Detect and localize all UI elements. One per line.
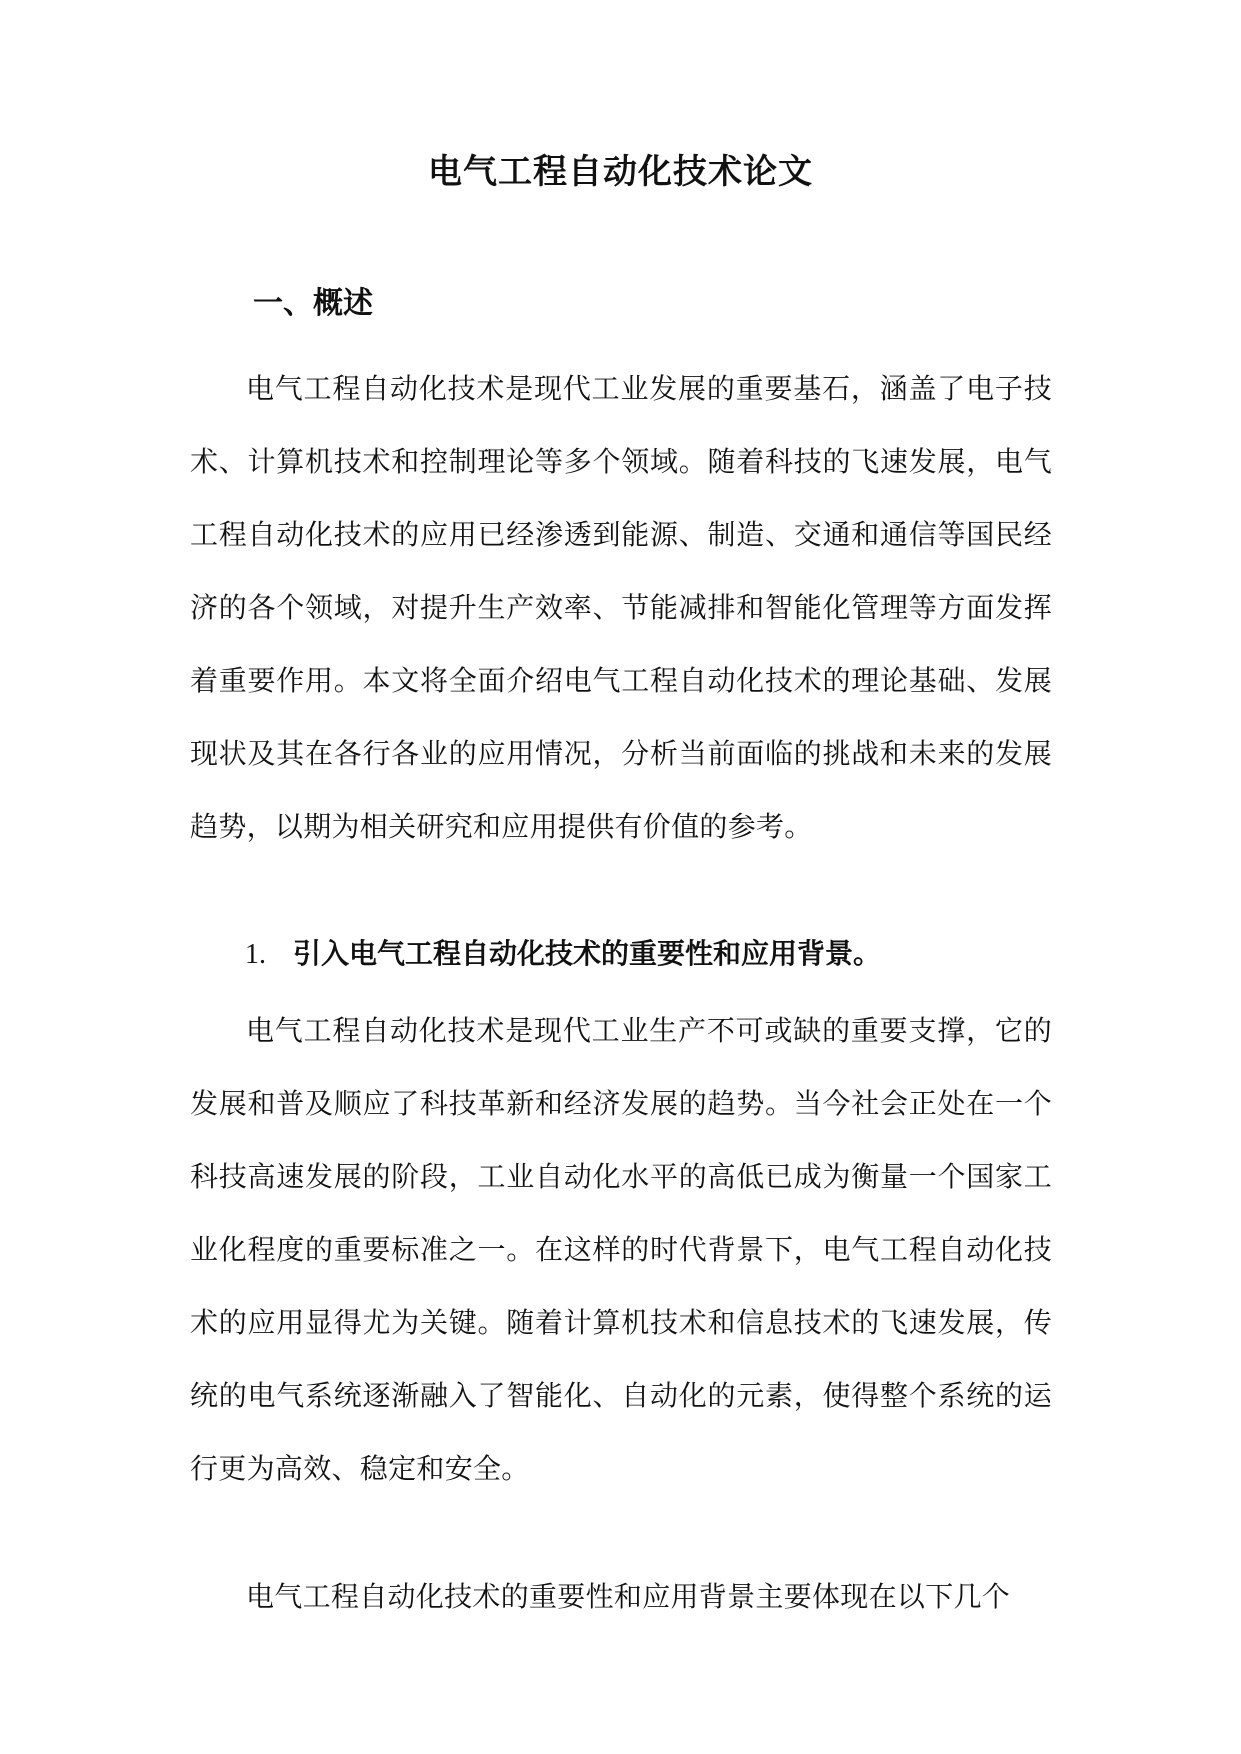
subsection-paragraph-2: 电气工程自动化技术的重要性和应用背景主要体现在以下几个	[246, 1580, 1011, 1613]
subsection-title: 引入电气工程自动化技术的重要性和应用背景。	[293, 937, 882, 970]
document-title: 电气工程自动化技术论文	[428, 152, 813, 192]
subsection-number: 1.	[245, 939, 266, 970]
overview-paragraph: 电气工程自动化技术是现代工业发展的重要基石，涵盖了电子技术、计算机技术和控制理论等多个领域。随着科技的飞速发展，电气工程自动化技术的应用已经渗透到能源、制造、交通和通信等国民经济的各个领域，对提升生产效率、节能减排和智能化管理等方面发挥着重要作用。本文将全面介绍电气工程自动化技术的理论基础、发展现状及其在各行各业的应用情况，分析当前面临的挑战和未来的发展趋势，以期为相关研究和应用提供有价值的参考。	[190, 372, 1052, 843]
section-heading-overview: 一、概述	[253, 286, 373, 321]
subsection-heading	[245, 932, 881, 977]
subsection-paragraph-1: 电气工程自动化技术是现代工业生产不可或缺的重要支撑，它的发展和普及顺应了科技革新和经济发展的趋势。当今社会正处在一个科技高速发展的阶段，工业自动化水平的高低已成为衡量一个国家工业化程度的重要标准之一。在这样的时代背景下，电气工程自动化技术的应用显得尤为关键。随着计算机技术和信息技术的飞速发展，传统的电气系统逐渐融入了智能化、自动化的元素，使得整个系统的运行更为高效、稳定和安全。	[190, 1014, 1052, 1485]
